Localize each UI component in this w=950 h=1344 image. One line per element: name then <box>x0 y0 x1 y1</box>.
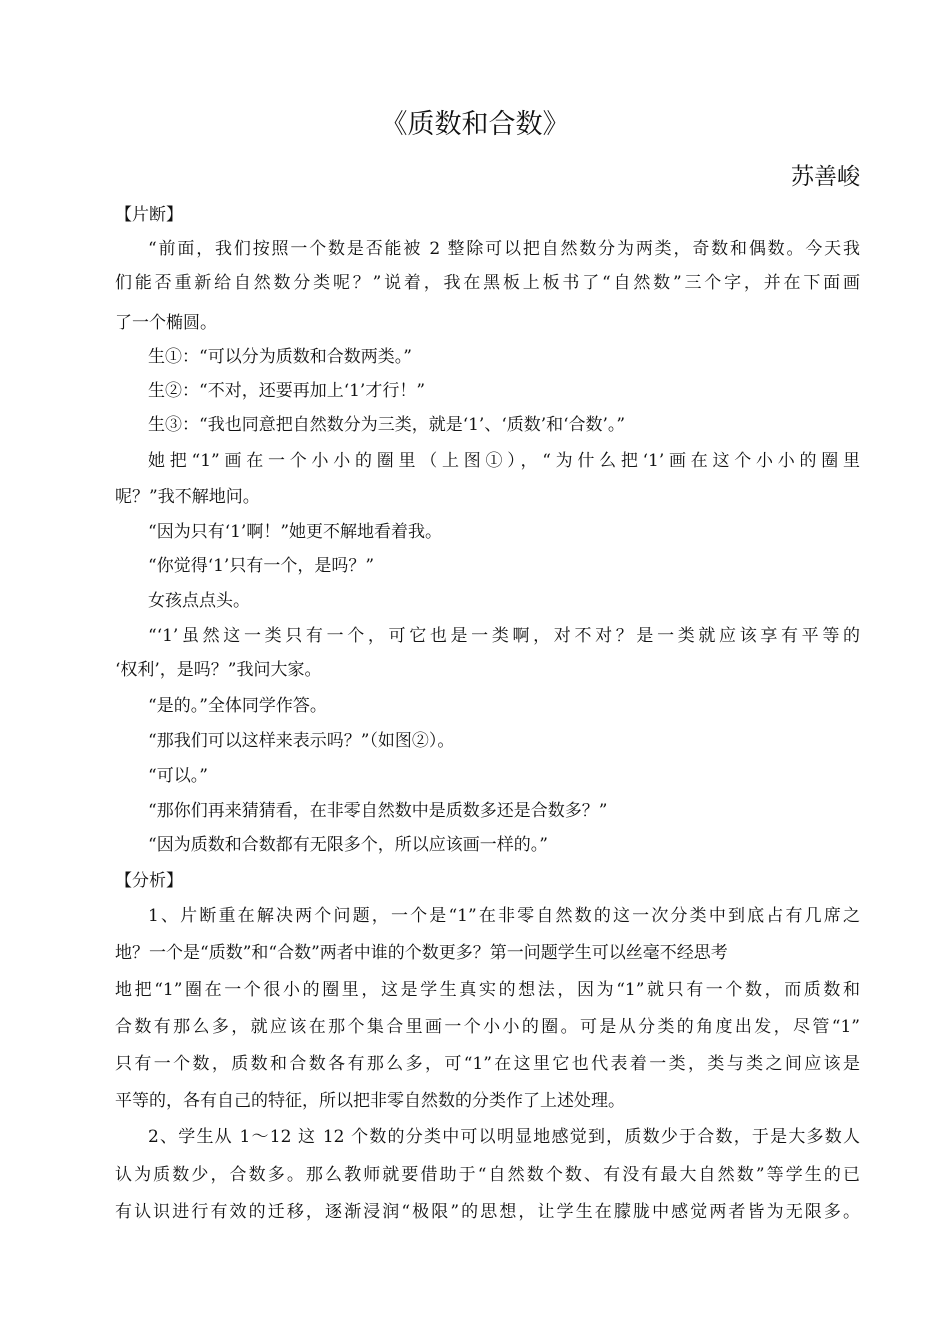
fragment-line-7: 她把“1”画在一个小小的圈里（上图①），“为什么把‘1’画在这个小小的圈里 <box>148 451 860 471</box>
analysis-heading: 【分析】 <box>115 871 183 891</box>
analysis-line-3: 地把“1”圈在一个很小的圈里，这是学生真实的想法，因为“1”就只有一个数，而质数和 <box>115 980 860 1000</box>
analysis-line-1: 1、片断重在解决两个问题，一个是“1”在非零自然数的这一次分类中到底占有几席之 <box>148 906 860 926</box>
fragment-line-2: 们能否重新给自然数分类呢？”说着，我在黑板上板书了“自然数”三个字，并在下面画 <box>115 273 860 293</box>
fragment-line-9: “因为只有‘1’啊！”她更不解地看着我。 <box>148 522 443 542</box>
analysis-line-4: 合数有那么多，就应该在那个集合里画一个小小的圈。可是从分类的角度出发，尽管“1” <box>115 1017 860 1037</box>
fragment-line-11: 女孩点点头。 <box>148 591 250 611</box>
fragment-line-13: ‘权利’，是吗？”我问大家。 <box>115 660 322 680</box>
fragment-line-5: 生②：“不对，还要再加上‘1’才行！” <box>148 381 426 401</box>
fragment-line-3: 了一个椭圆。 <box>115 313 217 333</box>
fragment-line-15: “那我们可以这样来表示吗？”（如图②）。 <box>148 731 455 751</box>
analysis-line-7: 2、学生从 1～12 这 12 个数的分类中可以明显地感觉到，质数少于合数，于是大多数人 <box>148 1127 860 1147</box>
fragment-line-8: 呢？”我不解地问。 <box>115 487 260 507</box>
analysis-line-9: 有认识进行有效的迁移，逐渐浸润“极限”的思想，让学生在朦胧中感觉两者皆为无限多。 <box>115 1202 860 1222</box>
fragment-line-6: 生③：“我也同意把自然数分为三类，就是‘1’、‘质数’和‘合数’。” <box>148 415 626 435</box>
fragment-line-16: “可以。” <box>148 766 208 786</box>
fragment-line-14: “是的。”全体同学作答。 <box>148 696 327 716</box>
fragment-line-17: “那你们再来猜猜看，在非零自然数中是质数多还是合数多？” <box>148 801 608 821</box>
document-author: 苏善峻 <box>791 164 860 190</box>
document-title: 《质数和合数》 <box>380 109 570 140</box>
fragment-line-12: “‘1’虽然这一类只有一个，可它也是一类啊，对不对？是一类就应该享有平等的 <box>148 626 860 646</box>
analysis-line-8: 认为质数少，合数多。那么教师就要借助于“自然数个数、有没有最大自然数”等学生的已 <box>115 1165 860 1185</box>
fragment-line-1: “前面，我们按照一个数是否能被 2 整除可以把自然数分为两类，奇数和偶数。今天我 <box>148 239 860 259</box>
fragment-line-10: “你觉得‘1’只有一个，是吗？” <box>148 556 375 576</box>
analysis-line-6: 平等的，各有自己的特征，所以把非零自然数的分类作了上述处理。 <box>115 1091 625 1111</box>
fragment-heading: 【片断】 <box>115 205 183 225</box>
analysis-line-5: 只有一个数，质数和合数各有那么多，可“1”在这里它也代表着一类，类与类之间应该是 <box>115 1054 860 1074</box>
fragment-line-4: 生①：“可以分为质数和合数两类。” <box>148 347 412 367</box>
fragment-line-18: “因为质数和合数都有无限多个，所以应该画一样的。” <box>148 835 548 855</box>
analysis-line-2: 地？一个是“质数”和“合数”两者中谁的个数更多？第一问题学生可以丝毫不经思考 <box>115 943 728 963</box>
